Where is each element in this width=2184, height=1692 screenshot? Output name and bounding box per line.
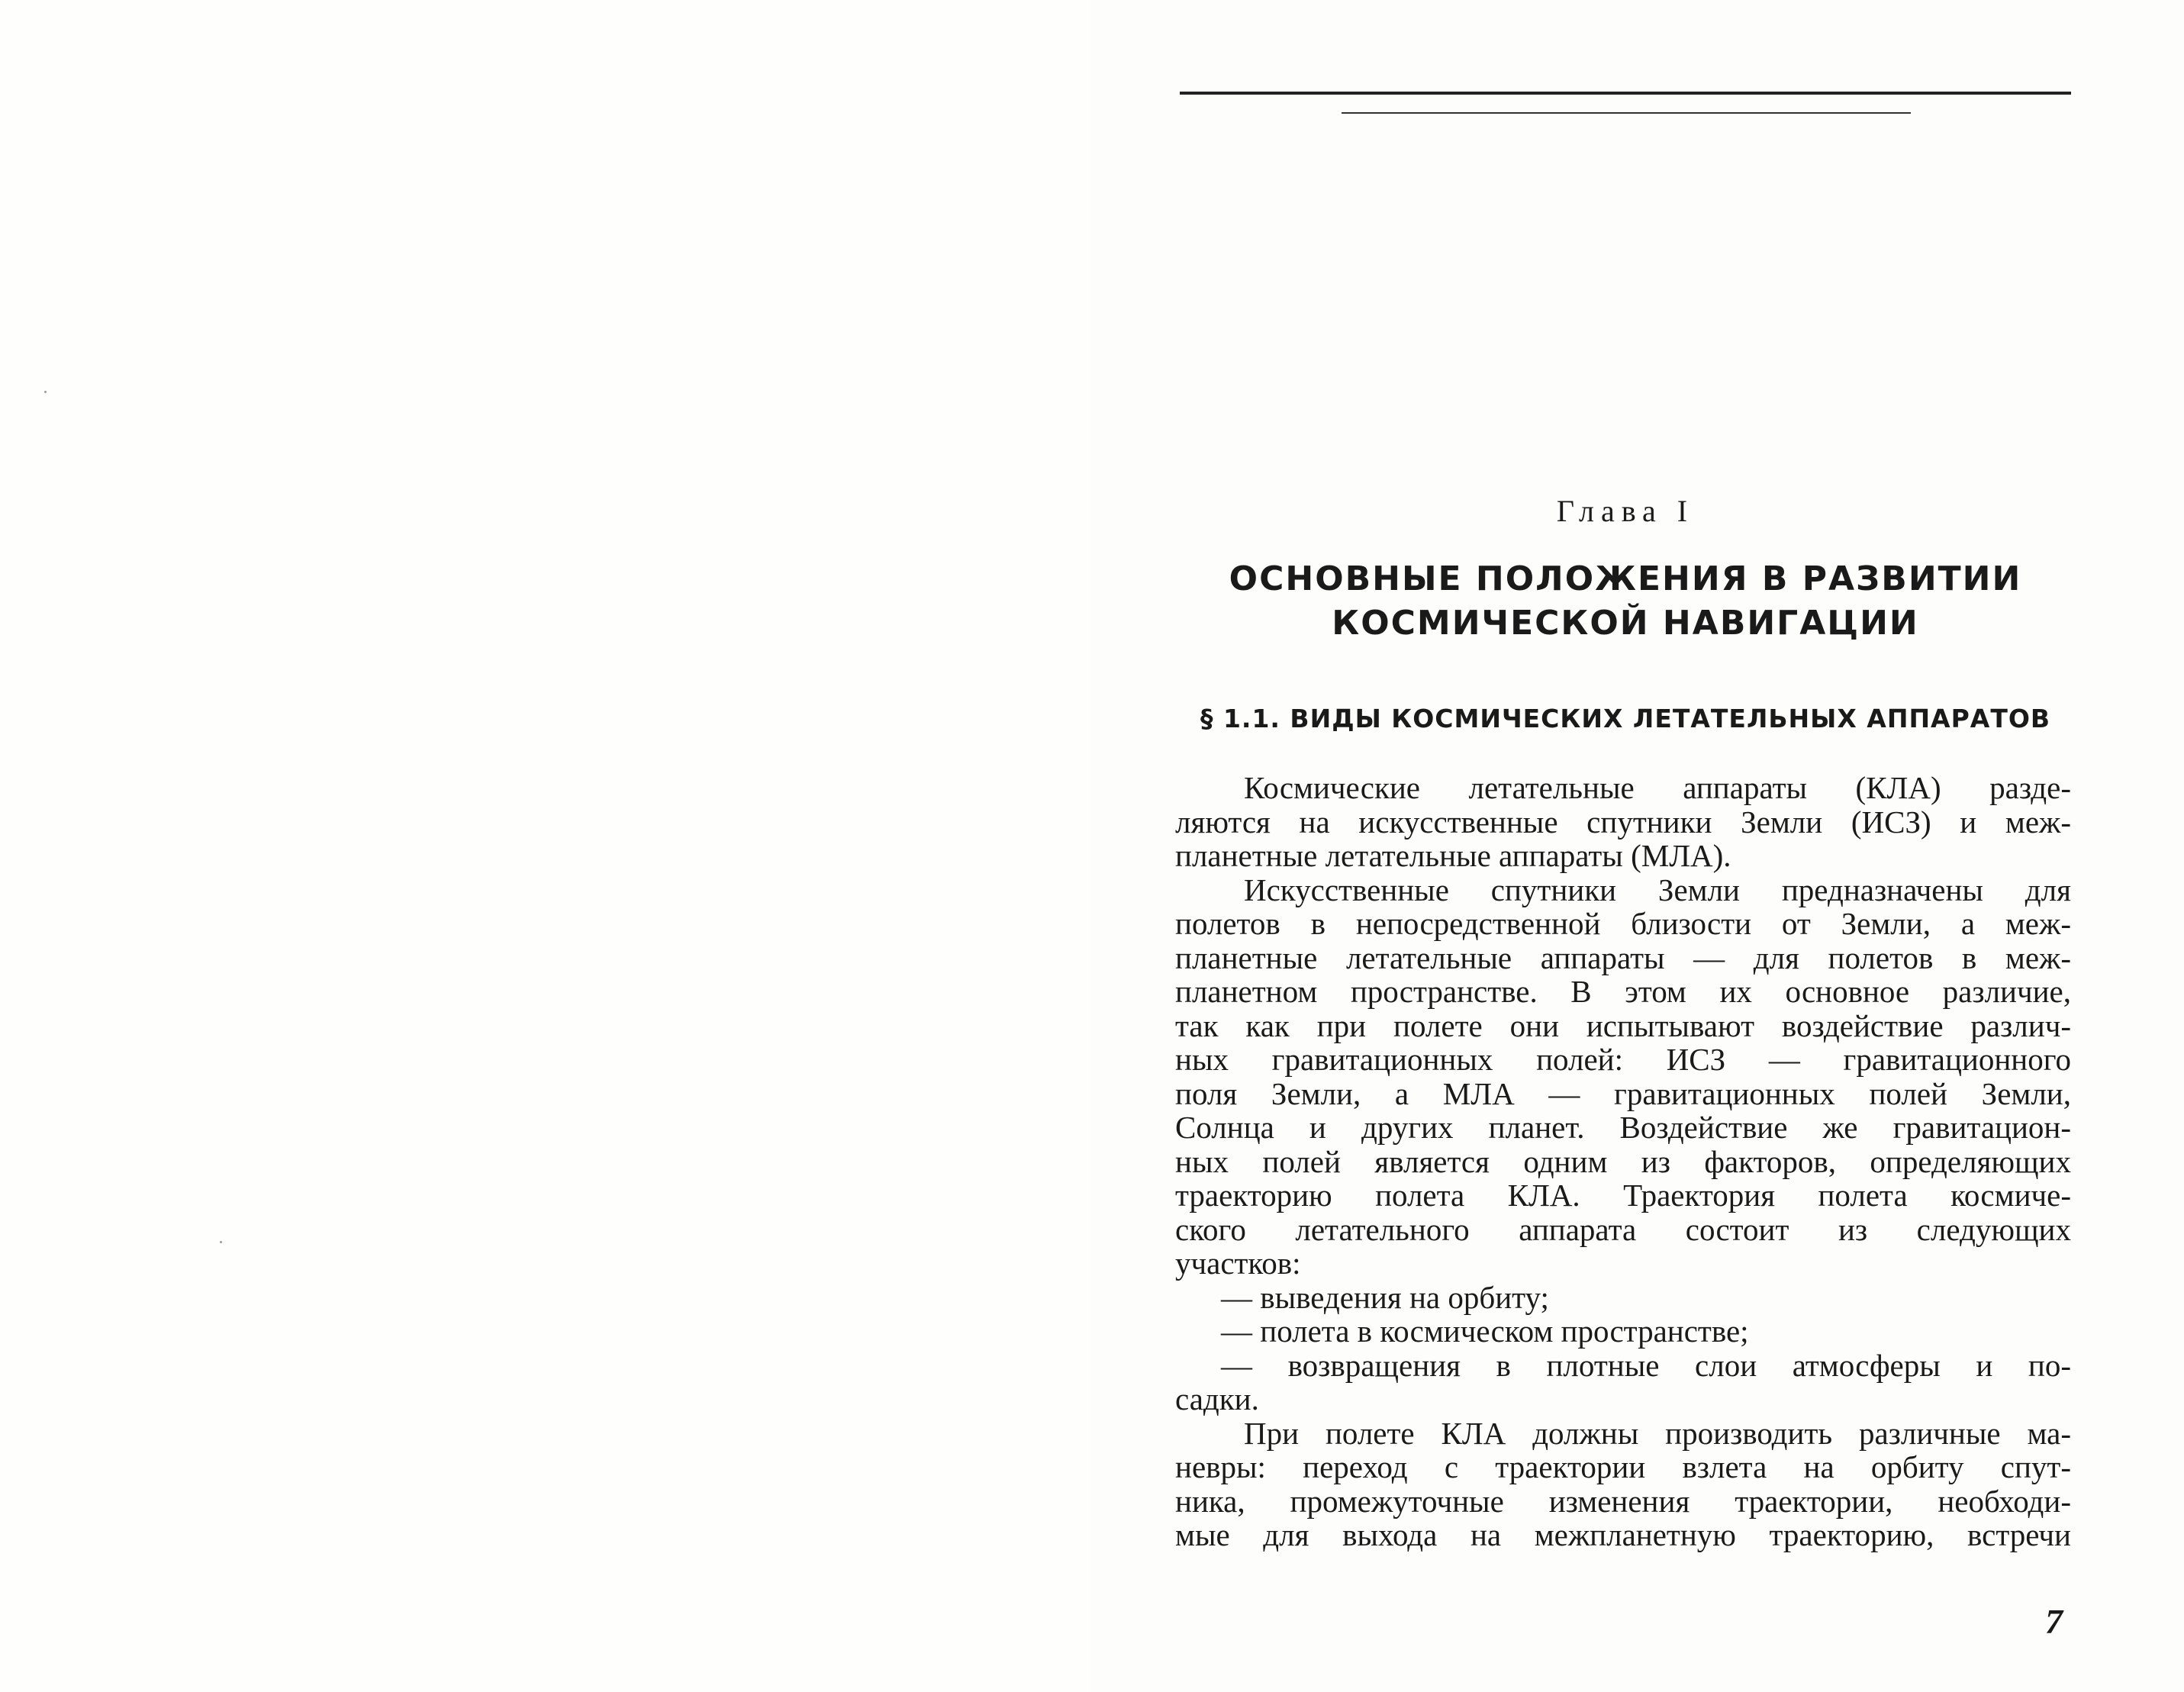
body-line: поля Земли, а МЛА — гравитационных полей Земли, — [1175, 1075, 2071, 1111]
body-text — [1175, 771, 2071, 1552]
body-line: ского летательного аппарата состоит из следующих — [1175, 1211, 2071, 1247]
chapter-title-line-1: ОСНОВНЫЕ ПОЛОЖЕНИЯ В РАЗВИТИИ — [1229, 559, 2022, 598]
page-number: 7 — [2045, 1602, 2063, 1641]
paper-speck — [44, 391, 47, 393]
body-line: мые для выхода на межпланетную траекторию, встречи — [1175, 1517, 2071, 1552]
body-line: ных полей является одним из факторов, определяющих — [1175, 1143, 2071, 1179]
body-line: планетные летательные аппараты — для полетов в меж- — [1175, 939, 2071, 975]
body-line: участков: — [1175, 1246, 1301, 1281]
list-item: — выведения на орбиту; — [1221, 1279, 1549, 1315]
body-line: невры: переход с траектории взлета на орбиту спут- — [1175, 1449, 2071, 1484]
section-title: § 1.1. ВИДЫ КОСМИЧЕСКИХ ЛЕТАТЕЛЬНЫХ АППАРАТОВ — [1200, 704, 2051, 733]
body-line: траекторию полета КЛА. Траектория полета космиче- — [1175, 1178, 2071, 1213]
body-line: так как при полете они испытывают воздействие различ- — [1175, 1007, 2071, 1043]
body-line: садки. — [1175, 1381, 1259, 1416]
body-line: ника, промежуточные изменения траектории, необходи- — [1175, 1483, 2071, 1519]
list-item: — полета в космическом пространстве; — [1221, 1313, 1749, 1349]
paper-speck — [220, 1241, 222, 1243]
header-rule-thin — [1342, 112, 1911, 114]
body-line: планетном пространстве. В этом их основное различие, — [1175, 974, 2071, 1009]
body-line: При полете КЛА должны производить различные ма- — [1244, 1415, 2071, 1451]
list-item: — возвращения в плотные слои атмосферы и по- — [1221, 1347, 2071, 1383]
chapter-title — [1180, 557, 2071, 646]
body-line: Искусственные спутники Земли предназначены для — [1244, 872, 2071, 907]
chapter-label: Глава I — [1556, 494, 1695, 528]
body-line: Солнца и других планет. Воздействие же гравитацион- — [1175, 1110, 2071, 1145]
body-line: Космические летательные аппараты (КЛА) разде- — [1244, 770, 2071, 805]
body-line: планетные летательные аппараты (МЛА). — [1175, 838, 1731, 873]
body-line: полетов в непосредственной близости от Земли, а меж- — [1175, 906, 2071, 941]
chapter-title-line-2: КОСМИЧЕСКОЙ НАВИГАЦИИ — [1332, 604, 1919, 643]
body-line: ных гравитационных полей: ИСЗ — гравитационного — [1175, 1042, 2071, 1077]
header-rule-thick — [1180, 92, 2071, 95]
body-line: ляются на искусственные спутники Земли (ИСЗ) и меж- — [1175, 804, 2071, 840]
